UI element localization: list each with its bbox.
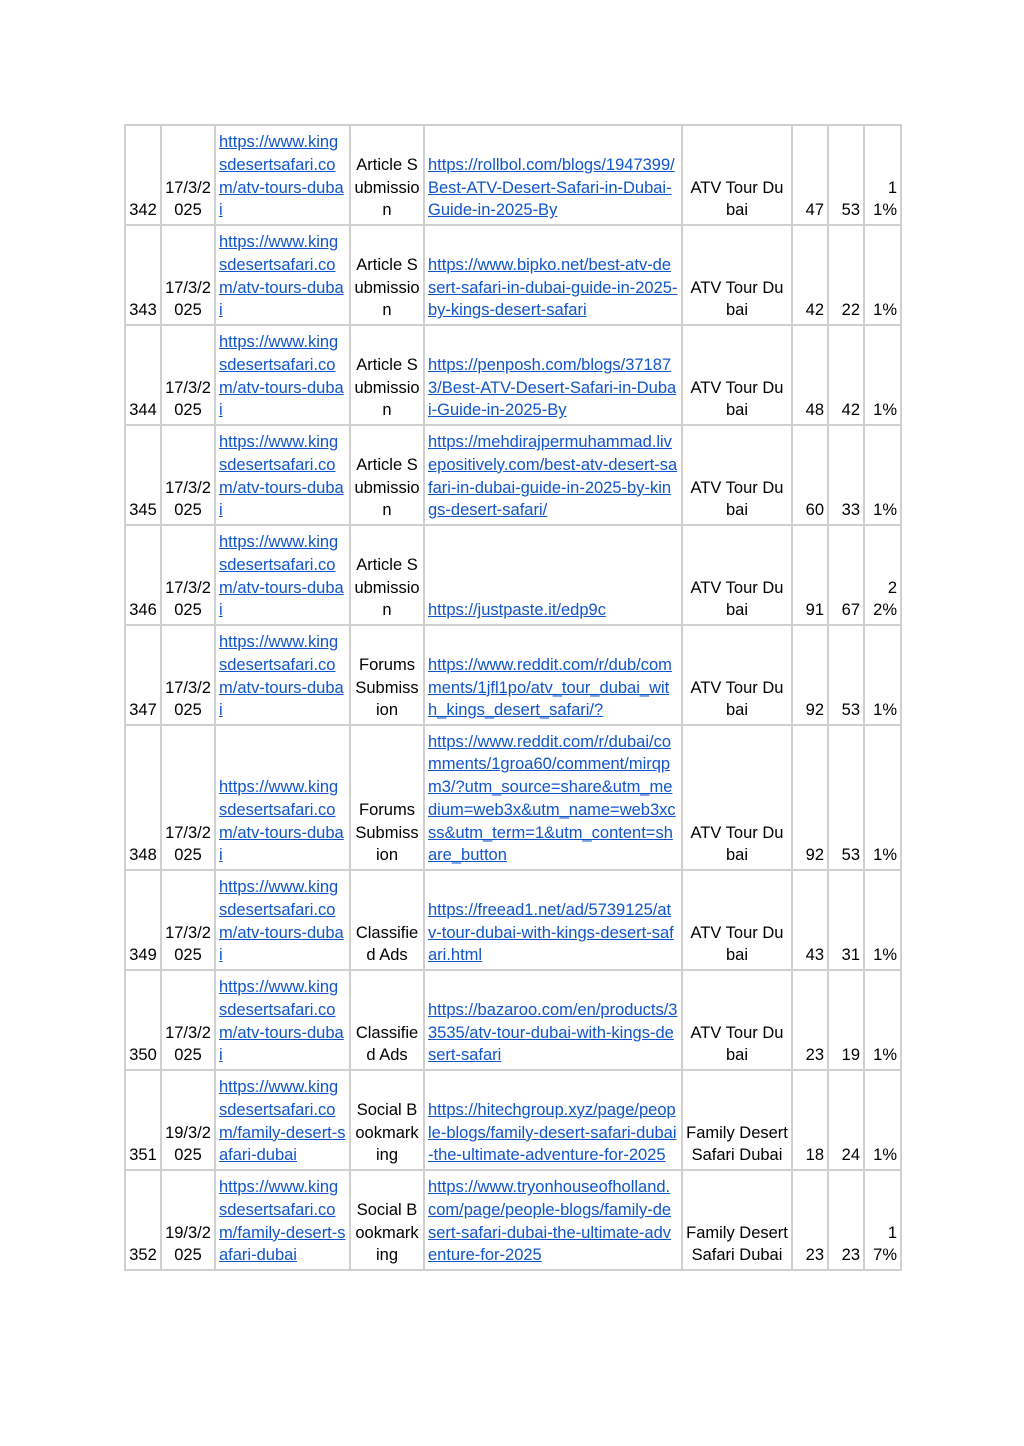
backlink-url-link[interactable]: https://bazaroo.com/en/products/33535/atv-tour-dubai-with-kings-desert-safari	[428, 1000, 678, 1065]
spam-score-cell	[864, 725, 901, 870]
spam-score-cell	[864, 970, 901, 1070]
row-number-cell	[125, 970, 161, 1070]
table-row	[125, 870, 901, 970]
submission-type-cell	[350, 425, 424, 525]
submission-type-text: Article Submission	[354, 355, 420, 420]
table-row	[125, 1170, 901, 1270]
pa-cell	[828, 125, 864, 225]
backlink-url-link[interactable]: https://freead1.net/ad/5739125/atv-tour-dubai-with-kings-desert-safari.html	[428, 900, 674, 965]
da-cell	[792, 725, 828, 870]
table-row	[125, 425, 901, 525]
submission-type-cell	[350, 725, 424, 870]
da-cell	[792, 1070, 828, 1170]
pa-cell	[828, 1170, 864, 1270]
date-text: 17/3/2025	[165, 578, 211, 620]
backlink-url-link[interactable]: https://rollbol.com/blogs/1947399/Best-ATV-Desert-Safari-in-Dubai-Guide-in-2025-By	[428, 155, 675, 220]
target-url-link[interactable]: https://www.kingsdesertsafari.com/atv-tours-dubai	[219, 133, 344, 220]
row-number-cell	[125, 1170, 161, 1270]
backlink-url-cell	[424, 870, 682, 970]
date-cell	[161, 425, 215, 525]
spam-score-cell	[864, 1170, 901, 1270]
submission-type-text: Forums Submission	[355, 655, 419, 720]
backlink-url-cell	[424, 525, 682, 625]
date-text: 17/3/2025	[165, 478, 211, 520]
row-number-cell	[125, 625, 161, 725]
backlink-url-cell	[424, 1070, 682, 1170]
da-cell	[792, 125, 828, 225]
pa-text: 24	[841, 1146, 860, 1165]
submission-type-cell	[350, 525, 424, 625]
keyword-cell	[682, 225, 792, 325]
spam-score-cell	[864, 425, 901, 525]
row-number-text: 345	[129, 501, 157, 520]
keyword-cell	[682, 325, 792, 425]
backlink-url-link[interactable]: https://www.reddit.com/r/dubai/comments/1groa60/comment/mirqpm3/?utm_source=share&utm_medium=web3x&utm_name=web3xcss&utm_term=1&utm_content=share_button	[428, 732, 676, 865]
target-url-cell	[215, 1070, 350, 1170]
spam-score-text: 1%	[873, 946, 897, 965]
pa-cell	[828, 1070, 864, 1170]
date-text: 19/3/2025	[165, 1223, 211, 1265]
pa-text: 53	[841, 201, 860, 220]
da-text: 91	[805, 601, 824, 620]
pa-cell	[828, 970, 864, 1070]
table-row	[125, 970, 901, 1070]
backlink-url-link[interactable]: https://justpaste.it/edp9c	[428, 601, 606, 620]
spam-score-text: 1%	[873, 301, 897, 320]
spam-score-text: 1%	[873, 501, 897, 520]
spam-score-cell	[864, 325, 901, 425]
submission-type-cell	[350, 1170, 424, 1270]
submission-type-cell	[350, 970, 424, 1070]
spam-score-text: 22%	[873, 578, 897, 620]
pa-cell	[828, 525, 864, 625]
pa-text: 42	[841, 401, 860, 420]
date-cell	[161, 125, 215, 225]
submission-type-cell	[350, 225, 424, 325]
spam-score-cell	[864, 870, 901, 970]
submission-type-text: Classified Ads	[355, 1023, 419, 1065]
row-number-cell	[125, 725, 161, 870]
da-cell	[792, 425, 828, 525]
target-url-cell	[215, 970, 350, 1070]
keyword-text: ATV Tour Dubai	[690, 178, 784, 220]
target-url-link[interactable]: https://www.kingsdesertsafari.com/atv-tours-dubai	[219, 978, 344, 1065]
da-cell	[792, 870, 828, 970]
spam-score-text: 1%	[873, 1046, 897, 1065]
target-url-link[interactable]: https://www.kingsdesertsafari.com/atv-tours-dubai	[219, 333, 344, 420]
date-text: 17/3/2025	[165, 378, 211, 420]
da-text: 43	[805, 946, 824, 965]
date-text: 17/3/2025	[165, 278, 211, 320]
da-cell	[792, 525, 828, 625]
date-text: 17/3/2025	[165, 678, 211, 720]
keyword-text: ATV Tour Dubai	[690, 678, 784, 720]
spam-score-text: 1%	[873, 701, 897, 720]
target-url-link[interactable]: https://www.kingsdesertsafari.com/atv-tours-dubai	[219, 233, 344, 320]
submission-type-text: Social Bookmarking	[355, 1100, 419, 1165]
submission-type-cell	[350, 1070, 424, 1170]
backlink-url-link[interactable]: https://penposh.com/blogs/371873/Best-ATV-Desert-Safari-in-Dubai-Guide-in-2025-By	[428, 355, 677, 420]
target-url-cell	[215, 125, 350, 225]
spam-score-cell	[864, 1070, 901, 1170]
da-text: 23	[805, 1046, 824, 1065]
keyword-cell	[682, 425, 792, 525]
table-row	[125, 225, 901, 325]
keyword-cell	[682, 125, 792, 225]
date-cell	[161, 325, 215, 425]
row-number-cell	[125, 225, 161, 325]
date-cell	[161, 1070, 215, 1170]
target-url-link[interactable]: https://www.kingsdesertsafari.com/atv-tours-dubai	[219, 878, 344, 965]
submission-type-text: Article Submission	[354, 155, 420, 220]
da-text: 18	[805, 1146, 824, 1165]
submission-type-cell	[350, 125, 424, 225]
pa-text: 22	[841, 301, 860, 320]
backlink-url-cell	[424, 725, 682, 870]
pa-text: 31	[841, 946, 860, 965]
keyword-text: ATV Tour Dubai	[690, 823, 784, 865]
da-text: 47	[805, 201, 824, 220]
submission-type-text: Classified Ads	[355, 923, 419, 965]
row-number-cell	[125, 870, 161, 970]
pa-text: 19	[841, 1046, 860, 1065]
spam-score-text: 11%	[873, 178, 897, 220]
submission-type-text: Article Submission	[354, 455, 420, 520]
row-number-cell	[125, 125, 161, 225]
da-text: 92	[805, 846, 824, 865]
backlink-url-cell	[424, 325, 682, 425]
backlink-url-link[interactable]: https://hitechgroup.xyz/page/people-blogs/family-desert-safari-dubai-the-ultimate-adventure-for-2025	[428, 1100, 677, 1165]
backlink-table	[124, 124, 902, 1271]
target-url-cell	[215, 870, 350, 970]
row-number-cell	[125, 425, 161, 525]
keyword-cell	[682, 725, 792, 870]
keyword-text: ATV Tour Dubai	[690, 923, 784, 965]
row-number-text: 351	[129, 1146, 157, 1165]
date-cell	[161, 525, 215, 625]
keyword-cell	[682, 625, 792, 725]
spam-score-cell	[864, 525, 901, 625]
row-number-cell	[125, 1070, 161, 1170]
keyword-cell	[682, 525, 792, 625]
pa-cell	[828, 225, 864, 325]
target-url-link[interactable]: https://www.kingsdesertsafari.com/atv-tours-dubai	[219, 433, 344, 520]
da-cell	[792, 225, 828, 325]
row-number-text: 346	[129, 601, 157, 620]
keyword-cell	[682, 1070, 792, 1170]
da-cell	[792, 970, 828, 1070]
pa-cell	[828, 325, 864, 425]
date-text: 17/3/2025	[165, 923, 211, 965]
target-url-link[interactable]: https://www.kingsdesertsafari.com/family-desert-safari-dubai	[219, 1178, 346, 1265]
date-cell	[161, 625, 215, 725]
backlink-url-cell	[424, 1170, 682, 1270]
da-cell	[792, 625, 828, 725]
table-row	[125, 325, 901, 425]
target-url-link[interactable]: https://www.kingsdesertsafari.com/atv-tours-dubai	[219, 633, 344, 720]
da-text: 60	[805, 501, 824, 520]
spam-score-text: 1%	[873, 401, 897, 420]
table-row	[125, 725, 901, 870]
keyword-text: ATV Tour Dubai	[690, 1023, 784, 1065]
da-text: 92	[805, 701, 824, 720]
table-row	[125, 1070, 901, 1170]
date-cell	[161, 1170, 215, 1270]
row-number-text: 348	[129, 846, 157, 865]
spam-score-text: 1%	[873, 1146, 897, 1165]
date-cell	[161, 225, 215, 325]
pa-text: 53	[841, 846, 860, 865]
submission-type-cell	[350, 325, 424, 425]
row-number-text: 349	[129, 946, 157, 965]
spam-score-text: 1%	[873, 846, 897, 865]
submission-type-text: Article Submission	[354, 555, 420, 620]
pa-cell	[828, 870, 864, 970]
target-url-cell	[215, 525, 350, 625]
keyword-cell	[682, 870, 792, 970]
table-row	[125, 525, 901, 625]
date-text: 17/3/2025	[165, 823, 211, 865]
row-number-text: 343	[129, 301, 157, 320]
date-cell	[161, 870, 215, 970]
backlink-url-link[interactable]: https://www.reddit.com/r/dub/comments/1jfl1po/atv_tour_dubai_with_kings_desert_safari/?	[428, 655, 672, 720]
row-number-cell	[125, 525, 161, 625]
keyword-text: Family Desert Safari Dubai	[686, 1223, 788, 1265]
target-url-link[interactable]: https://www.kingsdesertsafari.com/atv-tours-dubai	[219, 778, 344, 865]
backlink-url-cell	[424, 225, 682, 325]
keyword-text: ATV Tour Dubai	[690, 578, 784, 620]
target-url-cell	[215, 625, 350, 725]
target-url-link[interactable]: https://www.kingsdesertsafari.com/family-desert-safari-dubai	[219, 1078, 346, 1165]
pa-cell	[828, 425, 864, 525]
keyword-text: ATV Tour Dubai	[690, 278, 784, 320]
spam-score-cell	[864, 625, 901, 725]
backlink-url-cell	[424, 125, 682, 225]
pa-text: 33	[841, 501, 860, 520]
target-url-cell	[215, 325, 350, 425]
date-cell	[161, 725, 215, 870]
table-row	[125, 625, 901, 725]
da-text: 42	[805, 301, 824, 320]
target-url-cell	[215, 225, 350, 325]
submission-type-cell	[350, 870, 424, 970]
pa-text: 23	[841, 1246, 860, 1265]
target-url-link[interactable]: https://www.kingsdesertsafari.com/atv-tours-dubai	[219, 533, 344, 620]
target-url-cell	[215, 1170, 350, 1270]
backlink-url-cell	[424, 625, 682, 725]
backlink-url-link[interactable]: https://www.tryonhouseofholland.com/page/people-blogs/family-desert-safari-dubai-the-ultimate-adventure-for-2025	[428, 1178, 672, 1265]
keyword-cell	[682, 1170, 792, 1270]
row-number-text: 342	[129, 201, 157, 220]
spam-score-cell	[864, 125, 901, 225]
row-number-text: 350	[129, 1046, 157, 1065]
da-text: 48	[805, 401, 824, 420]
submission-type-text: Article Submission	[354, 255, 420, 320]
date-text: 17/3/2025	[165, 178, 211, 220]
date-text: 19/3/2025	[165, 1123, 211, 1165]
target-url-cell	[215, 725, 350, 870]
keyword-cell	[682, 970, 792, 1070]
keyword-text: ATV Tour Dubai	[690, 378, 784, 420]
da-text: 23	[805, 1246, 824, 1265]
row-number-text: 352	[129, 1246, 157, 1265]
da-cell	[792, 1170, 828, 1270]
table-body	[125, 125, 901, 1270]
spam-score-cell	[864, 225, 901, 325]
pa-cell	[828, 625, 864, 725]
submission-type-cell	[350, 625, 424, 725]
da-cell	[792, 325, 828, 425]
keyword-text: Family Desert Safari Dubai	[686, 1123, 788, 1165]
submission-type-text: Social Bookmarking	[355, 1200, 419, 1265]
pa-cell	[828, 725, 864, 870]
keyword-text: ATV Tour Dubai	[690, 478, 784, 520]
spam-score-text: 17%	[873, 1223, 897, 1265]
date-cell	[161, 970, 215, 1070]
submission-type-text: Forums Submission	[355, 800, 419, 865]
date-text: 17/3/2025	[165, 1023, 211, 1065]
row-number-cell	[125, 325, 161, 425]
pa-text: 53	[841, 701, 860, 720]
backlink-url-cell	[424, 970, 682, 1070]
backlink-url-cell	[424, 425, 682, 525]
pa-text: 67	[841, 601, 860, 620]
row-number-text: 347	[129, 701, 157, 720]
row-number-text: 344	[129, 401, 157, 420]
backlink-url-link[interactable]: https://www.bipko.net/best-atv-desert-safari-in-dubai-guide-in-2025-by-kings-desert-safari	[428, 255, 678, 320]
target-url-cell	[215, 425, 350, 525]
backlink-url-link[interactable]: https://mehdirajpermuhammad.livepositively.com/best-atv-desert-safari-in-dubai-guide-in-2025-by-kings-desert-safari/	[428, 433, 678, 520]
table-row	[125, 125, 901, 225]
